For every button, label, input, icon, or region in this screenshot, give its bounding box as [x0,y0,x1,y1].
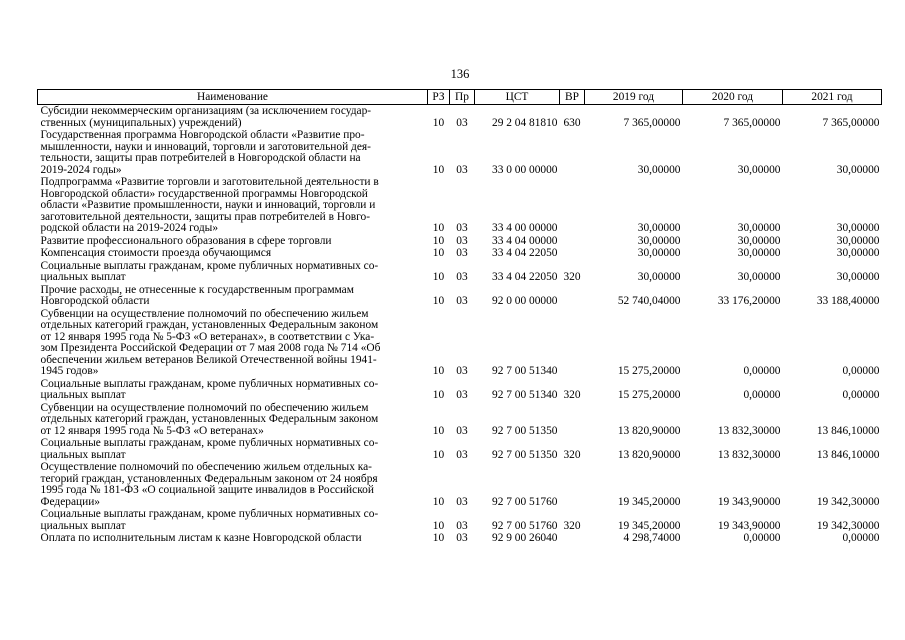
row-name-line: циальных выплат [40,519,126,532]
row-pr: 03 [456,495,468,508]
table-row [38,284,882,308]
row-2021: 30,00000 [836,222,880,234]
row-cst: 33 0 00 00000 [492,163,558,176]
row-rz: 10 [432,295,445,307]
table-header-row [38,90,882,105]
row-cst: 33 4 04 22050 [492,247,558,259]
row-pr: 03 [456,448,468,461]
row-name-line: Субвенции на осуществление полномочий по обеспечению жильем [40,307,369,320]
row-cst: 92 7 00 51760 [492,519,558,532]
row-2019: 52 740,04000 [617,295,681,307]
row-2019: 30,00000 [637,222,681,234]
row-name [38,402,428,438]
row-vr: 630 [563,116,581,129]
row-2019: 15 275,20000 [617,365,681,377]
row-vr [560,284,585,308]
row-rz: 10 [432,163,445,176]
row-name-line: обеспечении жильем ветеранов Великой Отечественной войны 1941- [40,353,377,366]
row-name-line: отдельных категорий граждан, установленных Федеральным законом [40,319,379,331]
row-2021: 30,00000 [836,271,880,283]
row-rz: 10 [432,389,445,401]
row-2019: 30,00000 [637,247,681,259]
table-row [38,461,882,508]
table-row [38,308,882,378]
row-cst: 33 4 04 00000 [492,234,558,247]
row-pr: 03 [456,271,468,283]
row-cst: 92 7 00 51760 [492,495,558,508]
row-name [38,508,428,532]
row-2020: 13 832,30000 [717,448,781,461]
row-cst: 92 9 00 26040 [492,532,558,544]
table-row [38,378,882,402]
row-name [38,378,428,402]
budget-table [37,89,882,545]
row-2020: 0,00000 [743,532,781,544]
row-cst: 33 4 04 22050 [492,271,558,283]
row-name-line: Развитие профессионального образования в сфере торговли [40,234,332,247]
row-2020: 0,00000 [743,389,781,401]
row-cst: 29 2 04 81810 [492,116,558,129]
row-name [38,129,428,176]
row-name-line: Подпрограмма «Развитие торговли и заготовительной деятельности в [40,176,379,188]
table-row [38,129,882,176]
row-2020: 13 832,30000 [717,424,781,437]
row-name-line: 1945 годов» [40,365,99,377]
row-name-line: от 12 января 1995 года № 5-ФЗ «О ветеранах» [40,424,264,437]
row-2020: 30,00000 [737,271,781,283]
row-name-line: циальных выплат [40,389,126,401]
row-vr: 320 [563,389,581,401]
row-2020: 30,00000 [737,247,781,259]
row-2019: 13 820,90000 [617,424,681,437]
row-name-line: отдельных категорий граждан, установленных Федеральным законом [40,413,379,425]
row-vr [560,402,585,438]
row-2020: 7 365,00000 [723,116,781,129]
row-name-line: заготовительной деятельности, защиты прав потребителей в Новго- [40,210,371,223]
row-vr [560,247,585,260]
table-row [38,437,882,461]
row-name-line: Федерации» [40,495,100,508]
row-vr [560,308,585,378]
table-row [38,508,882,532]
row-name-line: циальных выплат [40,271,126,283]
row-name-line: циальных выплат [40,448,126,461]
table-row [38,532,882,545]
row-pr: 03 [456,295,468,307]
row-name-line: Новгородской области [40,295,150,307]
row-name-line: Осуществление полномочий по обеспечению жильем отдельных ка- [40,461,372,473]
row-2019: 30,00000 [637,163,681,176]
row-rz: 10 [432,448,445,461]
row-2019: 19 345,20000 [617,519,681,532]
row-rz: 10 [432,271,445,283]
row-name [38,235,428,248]
table-body [38,105,882,545]
table-row [38,247,882,260]
row-pr: 03 [456,222,468,234]
row-name [38,284,428,308]
header-rz: РЗ [428,90,450,105]
header-name: Наименование [38,90,428,105]
row-name-line: 1995 года № 181-ФЗ «О социальной защите инвалидов в Российской [40,484,374,496]
row-cst: 33 4 00 00000 [492,222,558,234]
row-name-line: родской области на 2019-2024 годы» [40,222,219,234]
row-pr: 03 [456,532,468,544]
row-2021: 7 365,00000 [822,116,880,129]
row-rz: 10 [432,519,445,532]
table-row [38,402,882,438]
row-name-line: 2019-2024 годы» [40,163,122,176]
row-name-line: Оплата по исполнительным листам к казне Новгородской области [40,532,362,544]
row-vr [560,461,585,508]
row-2021: 0,00000 [842,389,880,401]
row-pr: 03 [456,389,468,401]
row-name [38,437,428,461]
row-vr [560,235,585,248]
table-row [38,105,882,130]
row-rz: 10 [432,424,445,437]
page-number: 136 [450,67,470,81]
row-rz: 10 [432,234,445,247]
row-name-line: Субсидии некоммерческим организациям (за исключением государ- [40,105,372,117]
row-name-line: мышленности, науки и инноваций, торговли и заготовительной дея- [40,140,371,153]
row-2020: 30,00000 [737,163,781,176]
row-2020: 19 343,90000 [717,519,781,532]
row-pr: 03 [456,116,468,129]
row-2021: 30,00000 [836,234,880,247]
row-pr: 03 [456,424,468,437]
row-2020: 33 176,20000 [717,295,781,307]
row-2020: 0,00000 [743,365,781,377]
row-2019: 4 298,74000 [623,532,681,544]
row-name [38,461,428,508]
row-name [38,532,428,545]
row-rz: 10 [432,532,445,544]
row-name-line: Компенсация стоимости проезда обучающимся [40,247,272,259]
row-2021: 0,00000 [842,365,880,377]
row-2020: 30,00000 [737,234,781,247]
row-rz: 10 [432,365,445,377]
row-2019: 30,00000 [637,271,681,283]
row-vr: 320 [563,448,581,461]
row-2020: 30,00000 [737,222,781,234]
row-name-line: зом Президента Российской Федерации от 7 мая 2008 года № 714 «Об [40,342,381,354]
row-cst: 92 7 00 51350 [492,424,558,437]
table-row [38,260,882,284]
row-2021: 30,00000 [836,247,880,259]
row-name-line: Социальные выплаты гражданам, кроме публичных нормативных со- [40,377,379,390]
header-cst: ЦСТ [475,90,560,105]
row-rz: 10 [432,495,445,508]
row-2019: 7 365,00000 [623,116,681,129]
row-name-line: Социальные выплаты гражданам, кроме публичных нормативных со- [40,437,379,449]
row-name [38,247,428,260]
row-cst: 92 7 00 51350 [492,448,558,461]
row-pr: 03 [456,234,468,247]
row-name-line: от 12 января 1995 года № 5-ФЗ «О ветеранах», в соответствии с Ука- [40,330,375,343]
row-name-line: Социальные выплаты гражданам, кроме публичных нормативных со- [40,259,379,272]
row-2021: 30,00000 [836,163,880,176]
row-name-line: ственных (муниципальных) учреждений) [40,116,242,129]
row-cst: 92 7 00 51340 [492,365,558,377]
row-vr [560,532,585,545]
row-2019: 19 345,20000 [617,495,681,508]
row-2019: 30,00000 [637,234,681,247]
row-pr: 03 [456,519,468,532]
row-2021: 0,00000 [842,532,880,544]
row-vr [560,129,585,176]
row-vr [560,176,585,235]
header-pr: Пр [450,90,475,105]
row-name [38,105,428,130]
header-2019: 2019 год [585,90,683,105]
row-2021: 19 342,30000 [816,495,880,508]
row-2019: 15 275,20000 [617,389,681,401]
row-name-line: Субвенции на осуществление полномочий по обеспечению жильем [40,401,369,414]
row-name-line: Новгородской области» государственной программы Новгородской [40,187,368,200]
row-2019: 13 820,90000 [617,448,681,461]
row-name-line: тегорий граждан, установленных Федеральным законом от 24 ноября [40,472,378,485]
header-vr: ВР [560,90,585,105]
row-2020: 19 343,90000 [717,495,781,508]
table-row [38,235,882,248]
row-rz: 10 [432,247,445,259]
row-name [38,260,428,284]
row-cst: 92 7 00 51340 [492,389,558,401]
row-name-line: Государственная программа Новгородской области «Развитие про- [40,129,365,141]
header-2021: 2021 год [783,90,882,105]
row-rz: 10 [432,222,445,234]
row-name [38,176,428,235]
row-cst: 92 0 00 00000 [492,295,558,307]
row-2021: 13 846,10000 [816,424,880,437]
row-name [38,308,428,378]
row-rz: 10 [432,116,445,129]
row-2021: 13 846,10000 [816,448,880,461]
row-name-line: Прочие расходы, не отнесенные к государственным программам [40,283,354,296]
header-2020: 2020 год [683,90,783,105]
table-row [38,176,882,235]
row-name-line: тельности, защиты прав потребителей в Новгородской области на [40,152,361,164]
row-2021: 19 342,30000 [816,519,880,532]
row-vr: 320 [563,271,581,283]
row-pr: 03 [456,247,468,259]
row-2021: 33 188,40000 [816,295,880,307]
row-name-line: области «Развитие промышленности, науки и инноваций, торговли и [40,199,376,211]
row-name-line: Социальные выплаты гражданам, кроме публичных нормативных со- [40,508,379,520]
row-vr: 320 [563,519,581,532]
row-pr: 03 [456,365,468,377]
row-pr: 03 [456,163,468,176]
